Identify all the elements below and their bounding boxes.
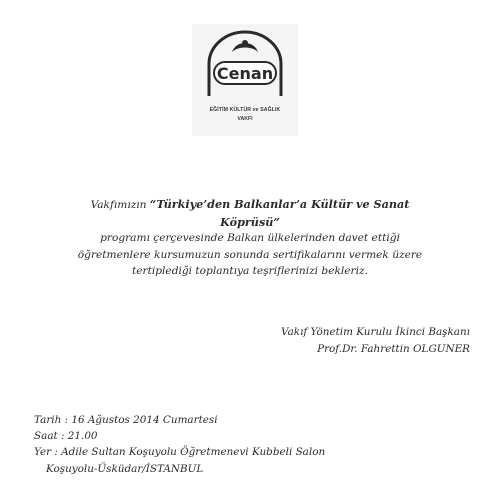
event-place-line-2: Koşuyolu-Üsküdar/İSTANBUL xyxy=(46,462,204,475)
cenan-emblem-icon xyxy=(192,30,298,104)
event-details xyxy=(34,412,325,477)
logo-subtitle: EĞİTİM KÜLTÜR ve SAĞLIK xyxy=(209,107,281,113)
program-title: “Türkiye’den Balkanlar’a Kültür ve Sanat xyxy=(149,197,410,211)
body-line-1 xyxy=(20,196,480,214)
logo-subtitle-2: VAKFI xyxy=(237,116,253,122)
event-time: Saat : 21.00 xyxy=(34,430,98,443)
body-prefix: Vakfımızın xyxy=(90,199,150,211)
signature-block xyxy=(281,324,470,357)
body-line-3: programı çerçevesinde Balkan ülkelerinden davet ettiği xyxy=(100,232,400,244)
body-line-4: öğretmenlere kursumuzun sonunda sertifikalarını vermek üzere xyxy=(77,248,423,261)
invitation-body xyxy=(20,196,480,280)
signatory-name: Prof.Dr. Fahrettin OLGUNER xyxy=(317,342,470,355)
foundation-logo xyxy=(192,24,298,136)
logo-wordmark: Cenan xyxy=(216,64,274,83)
event-place: Yer : Adile Sultan Koşuyolu Öğretmenevi Kubbeli Salon xyxy=(34,446,326,459)
event-date: Tarih : 16 Ağustos 2014 Cumartesi xyxy=(34,414,218,426)
program-title-2: Köprüsü” xyxy=(220,214,280,229)
body-line-5: tertiplediği toplantıya teşriflerinizi bekleriz. xyxy=(132,265,368,277)
signatory-role: Vakıf Yönetim Kurulu İkinci Başkanı xyxy=(281,326,470,338)
